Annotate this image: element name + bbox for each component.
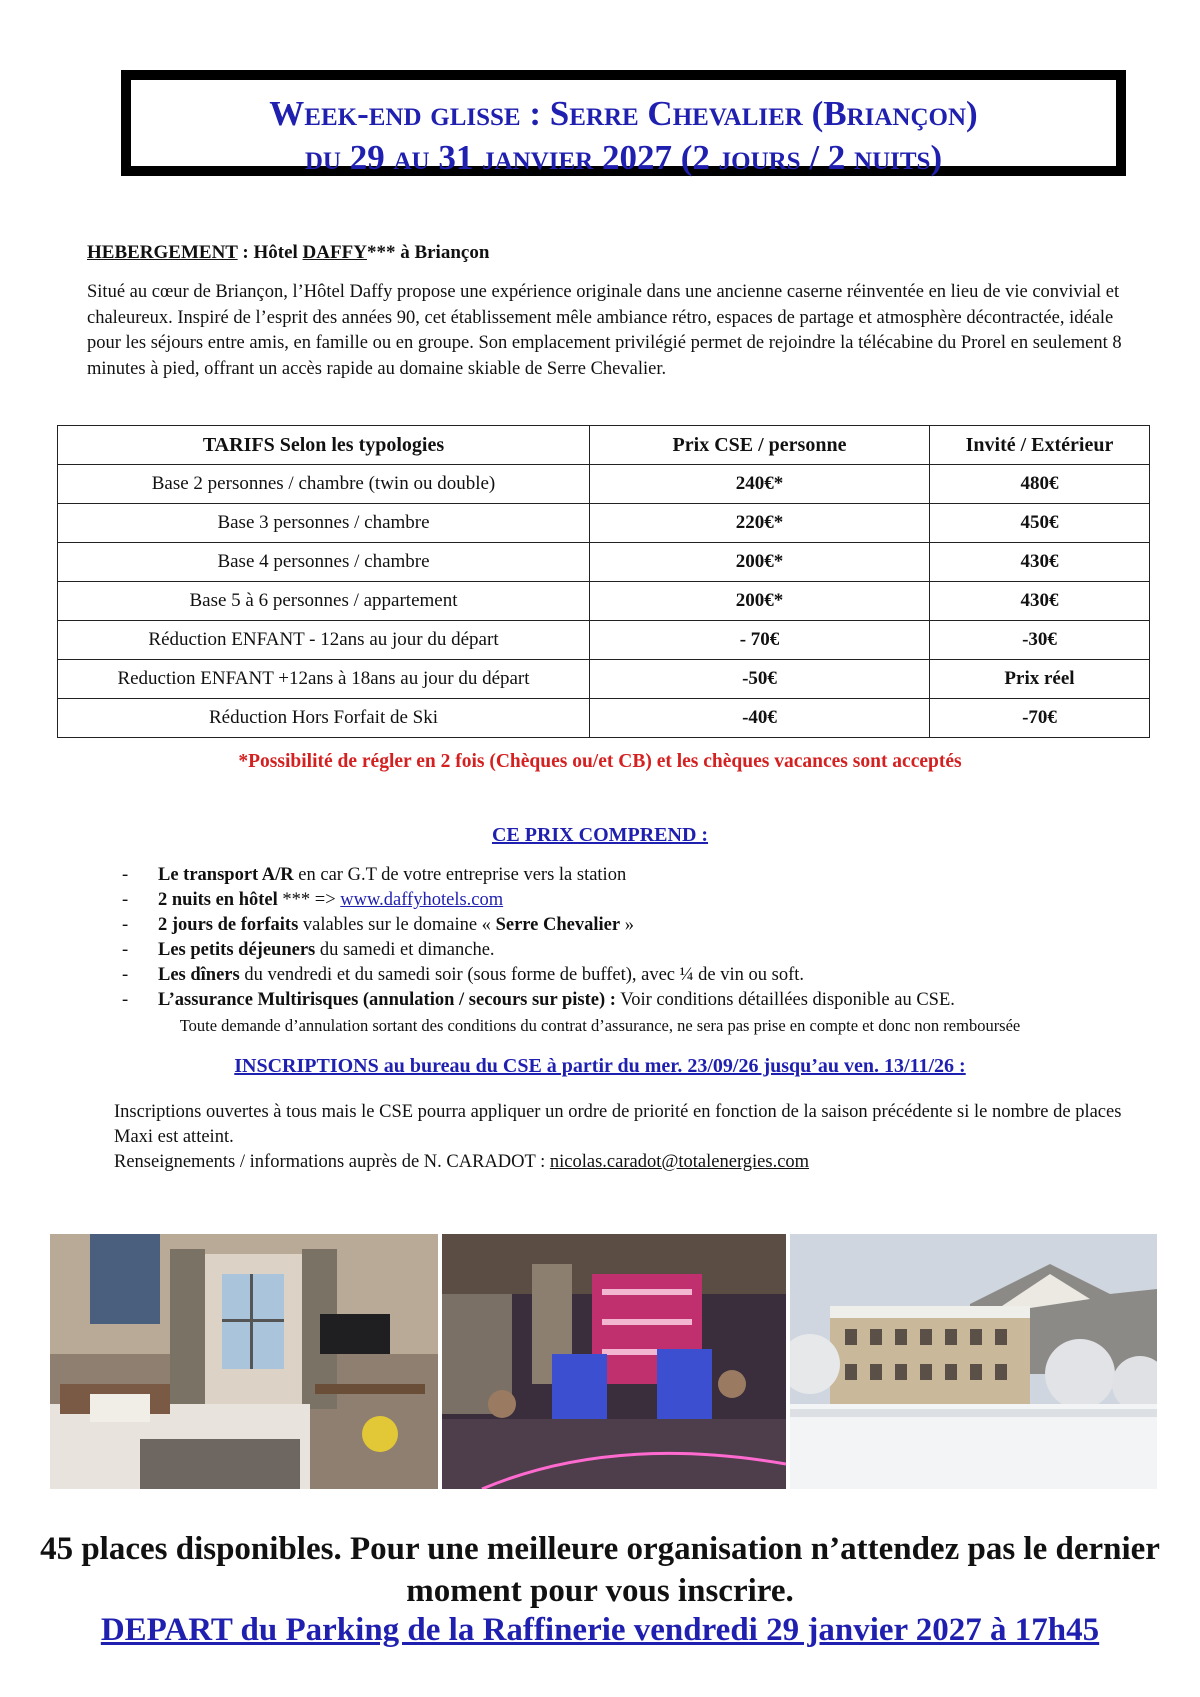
item-text: *** => xyxy=(277,890,341,910)
list-item xyxy=(120,913,1160,938)
item-text: Voir conditions détaillées disponible au CSE. xyxy=(615,990,955,1010)
table-row xyxy=(58,621,1150,660)
list-item xyxy=(120,988,1160,1013)
item-bold: 2 jours de forfaits xyxy=(158,915,299,935)
row-label: Base 3 personnes / chambre xyxy=(58,504,590,543)
hotel-website-link[interactable]: www.daffyhotels.com xyxy=(340,890,504,910)
row-ext: 430€ xyxy=(930,543,1150,582)
cancellation-note: Toute demande d’annulation sortant des conditions du contrat d’assurance, ne sera pas prise en compte et donc non remboursée xyxy=(179,1016,1021,1035)
hebergement-sep: : Hôtel xyxy=(237,242,303,263)
list-item xyxy=(120,938,1160,963)
row-ext: 450€ xyxy=(930,504,1150,543)
row-label: Base 2 personnes / chambre (twin ou double) xyxy=(58,465,590,504)
item-text-2: » xyxy=(620,915,634,935)
hotel-room-photo xyxy=(50,1234,438,1489)
comprend-heading: CE PRIX COMPREND : xyxy=(491,824,709,846)
hebergement-label: HEBERGEMENT xyxy=(87,242,238,263)
row-ext: Prix réel xyxy=(930,660,1150,699)
page-title-line-1: Week-end glisse : Serre Chevalier (Briançon) xyxy=(269,94,978,133)
contact-prefix: Renseignements / informations auprès de N. CARADOT : xyxy=(114,1152,550,1172)
item-bold: Les dîners xyxy=(158,965,240,985)
table-row xyxy=(58,543,1150,582)
header-invite: Invité / Extérieur xyxy=(930,426,1150,465)
hotel-building-photo xyxy=(790,1234,1157,1489)
hotel-name: DAFFY xyxy=(302,242,367,263)
hotel-bar-photo xyxy=(442,1234,786,1489)
row-label: Base 5 à 6 personnes / appartement xyxy=(58,582,590,621)
hebergement-heading xyxy=(87,242,489,264)
departure-info: DEPART du Parking de la Raffinerie vendredi 29 janvier 2027 à 17h45 xyxy=(100,1612,1100,1648)
item-text: valables sur le domaine « xyxy=(298,915,496,935)
list-item xyxy=(120,863,1160,888)
item-text: du samedi et dimanche. xyxy=(315,940,495,960)
item-bold: Le transport A/R xyxy=(158,865,294,885)
hotel-description: Situé au cœur de Briançon, l’Hôtel Daffy propose une expérience originale dans une ancienne caserne réinventée en lieu de vie convivial et chaleureux. Inspiré de l’esprit des années 90, cet établissement mêle ambiance rétro, espaces de partage et atmosphère décontractée, idéale pour les séjours entre amis, en famille ou en groupe. Son emplacement privilégié permet de rejoindre la télécabine du Prorel en seulement 8 minutes à pied, offrant un accès rapide au domaine skiable de Serre Chevalier. xyxy=(87,282,1122,379)
inscriptions-heading: INSCRIPTIONS au bureau du CSE à partir du mer. 23/09/26 jusqu’au ven. 13/11/26 : xyxy=(234,1055,966,1077)
header-typologie: TARIFS Selon les typologies xyxy=(58,426,590,465)
header-prix-cse: Prix CSE / personne xyxy=(590,426,930,465)
item-bold-2: Serre Chevalier xyxy=(495,915,621,935)
availability-message: 45 places disponibles. Pour une meilleure organisation n’attendez pas le dernier moment pour vous inscrire. xyxy=(40,1531,1160,1609)
row-ext: 430€ xyxy=(930,582,1150,621)
table-row xyxy=(58,465,1150,504)
list-item xyxy=(120,963,1160,988)
row-cse: 200€* xyxy=(590,582,930,621)
row-cse: 200€* xyxy=(590,543,930,582)
table-row xyxy=(58,699,1150,738)
item-text: du vendredi et du samedi soir (sous forme de buffet), avec ¼ de vin ou soft. xyxy=(239,965,804,985)
row-label: Réduction ENFANT - 12ans au jour du départ xyxy=(58,621,590,660)
payment-note: *Possibilité de régler en 2 fois (Chèques ou/et CB) et les chèques vacances sont acceptés xyxy=(238,751,962,772)
hotel-suffix: *** à Briançon xyxy=(366,242,490,263)
item-text: en car G.T de votre entreprise vers la station xyxy=(293,865,627,885)
row-label: Reduction ENFANT +12ans à 18ans au jour du départ xyxy=(58,660,590,699)
page-title-line-2: du 29 au 31 janvier 2027 (2 jours / 2 nuits) xyxy=(304,138,943,177)
row-label: Réduction Hors Forfait de Ski xyxy=(58,699,590,738)
inscriptions-info xyxy=(114,1100,1144,1175)
page-title-box xyxy=(121,70,1126,176)
tarifs-header-row xyxy=(58,426,1150,465)
row-ext: -30€ xyxy=(930,621,1150,660)
contact-email-link[interactable]: nicolas.caradot@totalenergies.com xyxy=(549,1152,810,1172)
included-list xyxy=(120,863,1160,1013)
row-cse: 240€* xyxy=(590,465,930,504)
row-cse: - 70€ xyxy=(590,621,930,660)
row-cse: 220€* xyxy=(590,504,930,543)
row-cse: -40€ xyxy=(590,699,930,738)
table-row xyxy=(58,504,1150,543)
item-bold: L’assurance Multirisques (annulation / secours sur piste) : xyxy=(158,990,616,1010)
tarifs-table xyxy=(57,425,1150,738)
row-ext: 480€ xyxy=(930,465,1150,504)
item-bold: 2 nuits en hôtel xyxy=(158,890,278,910)
row-label: Base 4 personnes / chambre xyxy=(58,543,590,582)
row-cse: -50€ xyxy=(590,660,930,699)
table-row xyxy=(58,582,1150,621)
row-ext: -70€ xyxy=(930,699,1150,738)
list-item xyxy=(120,888,1160,913)
table-row xyxy=(58,660,1150,699)
contact-line xyxy=(114,1150,1144,1175)
inscriptions-text: Inscriptions ouvertes à tous mais le CSE pourra appliquer un ordre de priorité en fonction de la saison précédente si le nombre de places Maxi est atteint. xyxy=(114,1102,1122,1147)
item-bold: Les petits déjeuners xyxy=(158,940,316,960)
